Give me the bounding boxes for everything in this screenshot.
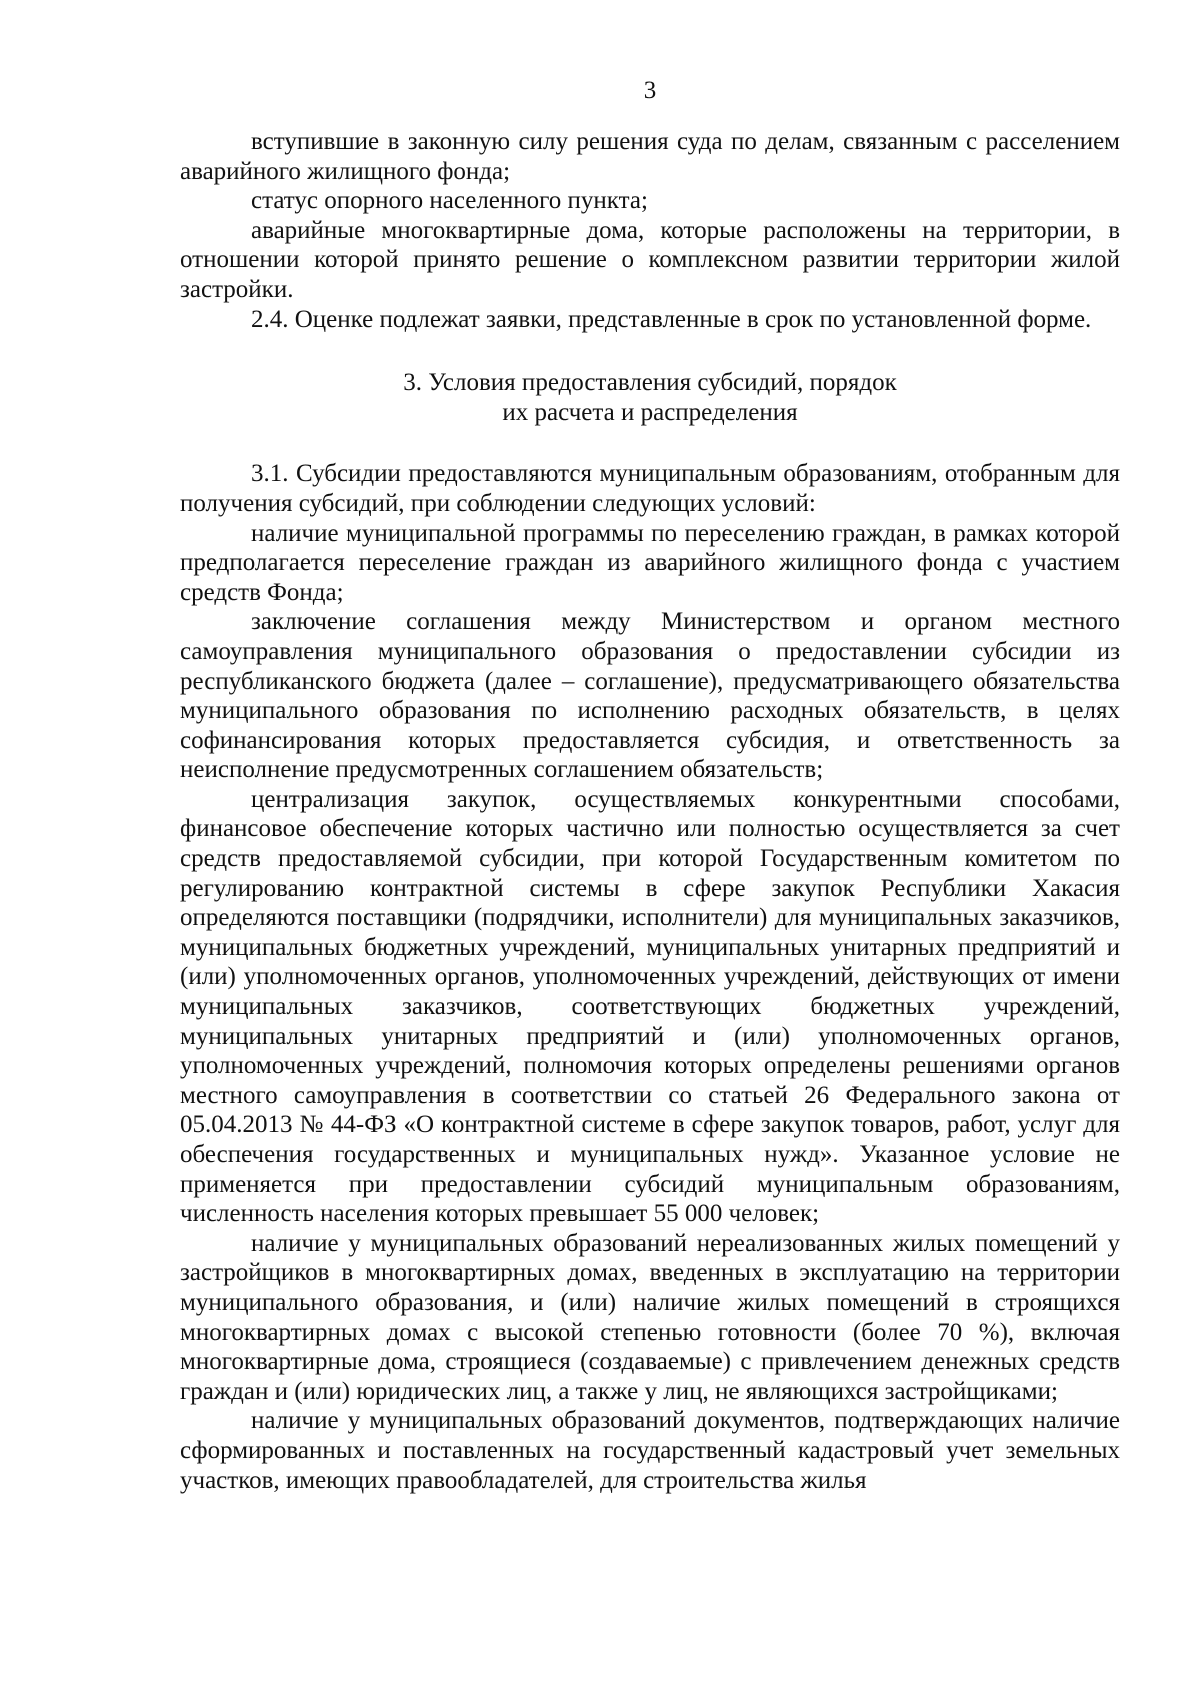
paragraph-land-documents: наличие у муниципальных образований документов, подтверждающих наличие сформированных и поставленных на государственный кадастровый учет земельных участков, имеющих правообладателей, для строительства жилья bbox=[180, 1407, 1120, 1494]
section-title-line-1: 3. Условия предоставления субсидий, порядок bbox=[403, 369, 897, 397]
paragraph-emergency-houses: аварийные многоквартирные дома, которые расположены на территории, в отношении которой принято решение о комплексном развитии территории жилой застройки. bbox=[180, 216, 1120, 303]
paragraph-3-1: 3.1. Субсидии предоставляются муниципальным образованиям, отобранным для получения субсидий, при соблюдении следующих условий: bbox=[180, 460, 1120, 517]
paragraph-agreement: заключение соглашения между Министерством и органом местного самоуправления муниципального образования о предоставлении субсидии из республиканского бюджета (далее – соглашение), предусматривающего обязательства муниципального образования по исполнению расходных обязательств, в целях софинансирования которых предоставляется субсидия, и ответственность за неисполнение предусмотренных соглашением обязательств; bbox=[180, 608, 1120, 784]
paragraph-court-decisions: вступившие в законную силу решения суда по делам, связанным с расселением аварийного жилищного фонда; bbox=[180, 128, 1120, 185]
paragraph-unsold-housing: наличие у муниципальных образований нереализованных жилых помещений у застройщиков в многоквартирных домах, введенных в эксплуатацию на территории муниципального образования, и (или) наличие жилых помещений в строящихся многоквартирных домах с высокой степенью готовности (более 70 %), включая многоквартирные дома, строящиеся (создаваемые) с привлечением денежных средств граждан и (или) юридических лиц, а также у лиц, не являющихся застройщиками; bbox=[180, 1229, 1120, 1405]
paragraph-2-4: 2.4. Оценке подлежат заявки, представленные в срок по установленной форме. bbox=[251, 305, 1092, 333]
page-number: 3 bbox=[643, 77, 657, 104]
section-title-line-2: их расчета и распределения bbox=[502, 398, 798, 426]
paragraph-municipal-program: наличие муниципальной программы по переселению граждан, в рамках которой предполагается переселение граждан из аварийного жилищного фонда с участием средств Фонда; bbox=[180, 519, 1120, 606]
paragraph-procurement: централизация закупок, осуществляемых конкурентными способами, финансовое обеспечение которых частично или полностью осуществляется за счет средств предоставляемой субсидии, при которой Государственным комитетом по регулированию контрактной системы в сфере закупок Республики Хакасия определяются поставщики (подрядчики, исполнители) для муниципальных заказчиков, муниципальных бюджетных учреждений, муниципальных унитарных предприятий и (или) уполномоченных органов, уполномоченных учреждений, действующих от имени муниципальных заказчиков, соответствующих бюджетных учреждений, муниципальных унитарных предприятий и (или) уполномоченных органов, уполномоченных учреждений, полномочия которых определены решениями органов местного самоуправления в соответствии со статьей 26 Федерального закона от 05.04.2013 № 44-ФЗ «О контрактной системе в сфере закупок товаров, работ, услуг для обеспечения государственных и муниципальных нужд». Указанное условие не применяется при предоставлении субсидий муниципальным образованиям, численность населения которых превышает 55 000 человек; bbox=[180, 785, 1120, 1228]
section-title bbox=[180, 368, 1120, 427]
paragraph-support-settlement: статус опорного населенного пункта; bbox=[251, 187, 648, 215]
